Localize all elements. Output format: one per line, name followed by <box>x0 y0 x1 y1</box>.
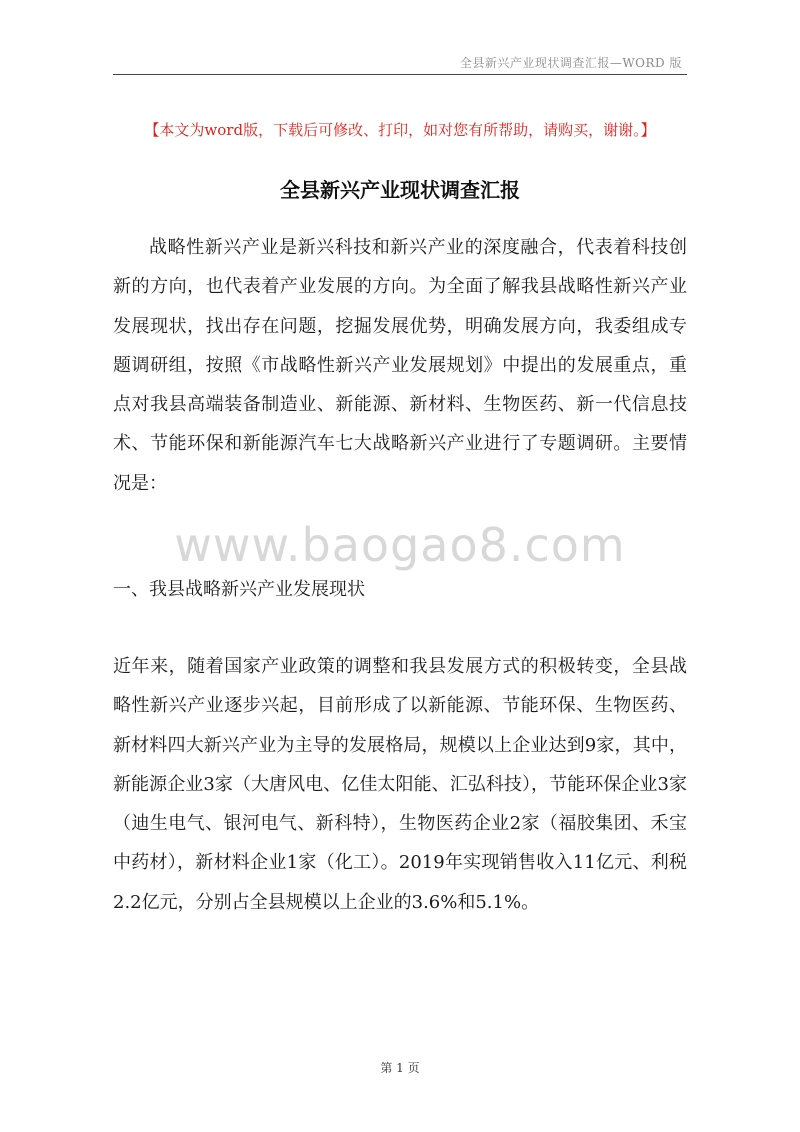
page-number: 第 1 页 <box>380 1061 420 1075</box>
document-title: 全县新兴产业现状调查汇报 <box>280 178 520 202</box>
header-divider <box>113 74 687 75</box>
intro-paragraph: 战略性新兴产业是新兴科技和新兴产业的深度融合，代表着科技创新的方向，也代表着产业发展的方向。为全面了解我县战略性新兴产业发展现状，找出存在问题，挖掘发展优势，明确发展方向，我委组成专题调研组，按照《市战略性新兴产业发展规划》中提出的发展重点，重点对我县高端装备制造业、新能源、新材料、生物医药、新一代信息技术、节能环保和新能源汽车七大战略新兴产业进行了专题调研。主要情况是： <box>113 237 687 494</box>
section-heading: 一、我县战略新兴产业发展现状 <box>113 579 365 600</box>
watermark: www.baogao8.com <box>174 518 626 572</box>
section-paragraph: 近年来，随着国家产业政策的调整和我县发展方式的积极转变，全县战略性新兴产业逐步兴起，目前形成了以新能源、节能环保、生物医药、新材料四大新兴产业为主导的发展格局，规模以上企业达到9家，其中，新能源企业3家（大唐风电、亿佳太阳能、汇弘科技），节能环保企业3家（迪生电气、银河电气、新科特），生物医药企业2家（福胶集团、禾宝中药材），新材料企业1家（化工）。2019年实现销售收入11亿元、利税2.2亿元，分别占全县规模以上企业的3.6%和5.1%。 <box>113 656 687 913</box>
purchase-notice: 【本文为word版，下载后可修改、打印，如对您有所帮助，请购买，谢谢。】 <box>144 121 656 139</box>
running-header: 全县新兴产业现状调查汇报—WORD 版 <box>459 56 682 70</box>
